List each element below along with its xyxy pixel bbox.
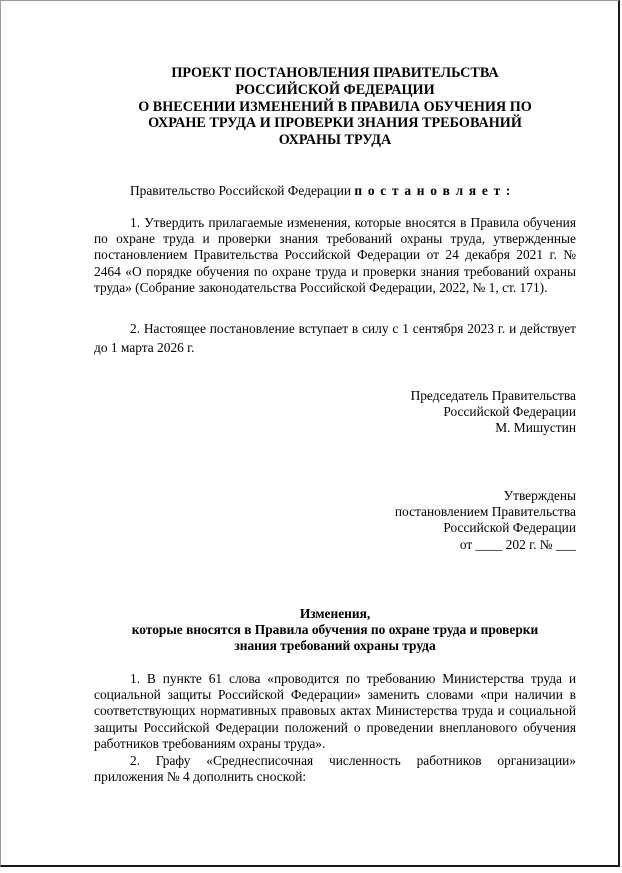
changes-title <box>94 606 576 655</box>
paragraph-3: 1. В пункте 61 слова «проводится по требованию Министерства труда и социальной защиты Российской Федерации» заменить словами «при наличии в соответствующих нормативных правовых актах Министерства труда и социальной защиты Российской Федерации положений о проведении внепланового обучения работников требованиям охраны труда». <box>94 671 576 751</box>
approval-date-line: от ____ 202 г. № ___ <box>459 536 576 552</box>
preamble-verb: п о с т а н о в л я е т : <box>354 183 512 198</box>
paragraph-4: 2. Графу «Среднесписочная численность работников организации» приложения № 4 дополнить сноской: <box>94 753 576 785</box>
changes-title-line: знания требований охраны труда <box>234 638 436 654</box>
preamble-text: Правительство Российской Федерации <box>130 183 355 198</box>
approval-line: Утверждены <box>503 488 576 503</box>
approval-line: Российской Федерации <box>443 520 576 536</box>
title-line: РОССИЙСКОЙ ФЕДЕРАЦИИ <box>235 81 435 98</box>
signature-line: Российской Федерации <box>443 404 576 420</box>
title-line: ПРОЕКТ ПОСТАНОВЛЕНИЯ ПРАВИТЕЛЬСТВА <box>171 65 499 81</box>
signature-block <box>94 388 576 437</box>
title-line: ОХРАНЕ ТРУДА И ПРОВЕРКИ ЗНАНИЯ ТРЕБОВАНИЙ <box>148 115 522 132</box>
preamble <box>94 183 576 199</box>
approval-line: постановлением Правительства <box>394 504 576 520</box>
changes-title-line: которые вносятся в Правила обучения по охране труда и проверки <box>131 622 539 638</box>
changes-title-line: Изменения, <box>299 606 371 621</box>
paragraph-2: 2. Настоящее постановление вступает в силу с 1 сентября 2023 г. и действует до 1 марта 2026 г. <box>94 321 576 355</box>
signature-line: Председатель Правительства <box>410 388 576 403</box>
document-title <box>94 65 576 149</box>
title-line: ОХРАНЫ ТРУДА <box>278 132 392 149</box>
signature-name: М. Мишустин <box>495 420 576 436</box>
paragraph-1: 1. Утвердить прилагаемые изменения, которые вносятся в Правила обучения по охране труда и проверки знания требований охраны труда, утвержденные постановлением Правительства Российской Федерации от 24 декабря 2021 г. № 2464 «О порядке обучения по охране труда и проверки знания требований охраны труда» (Собрание законодательства Российской Федерации, 2022, № 1, ст. 171). <box>94 215 576 295</box>
approval-block <box>94 488 576 553</box>
title-line: О ВНЕСЕНИИ ИЗМЕНЕНИЙ В ПРАВИЛА ОБУЧЕНИЯ ПО <box>138 98 532 115</box>
